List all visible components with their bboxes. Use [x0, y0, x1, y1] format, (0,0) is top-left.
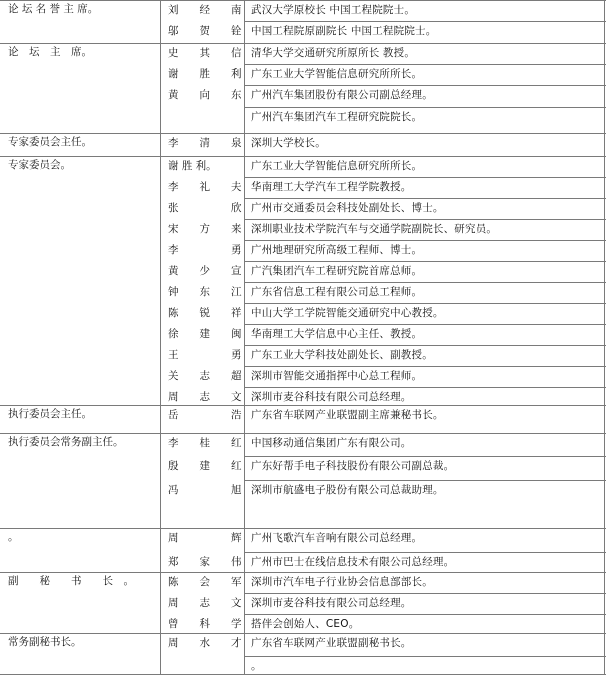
member-name: 周 辉: [168, 532, 242, 544]
h-rule: [0, 0, 606, 1]
member-position: 清华大学交通研究所原所长 教授。: [251, 47, 416, 59]
h-rule: [244, 177, 606, 178]
h-rule: [244, 85, 606, 86]
v-rule: [604, 0, 605, 675]
member-position: 深圳大学校长。: [251, 137, 326, 149]
h-rule: [244, 387, 606, 388]
section-role: 常务副秘书长。: [8, 636, 82, 648]
h-rule: [244, 303, 606, 304]
member-name: 王 勇: [168, 349, 242, 361]
member-name: 陈 会 军: [168, 576, 242, 588]
member-position: 华南理工大学信息中心主任、教授。: [251, 328, 423, 340]
h-rule: [244, 345, 606, 346]
member-name: 钟 东 江: [168, 286, 242, 298]
member-position: 。: [251, 660, 262, 672]
h-rule: [244, 480, 606, 481]
h-rule: [244, 64, 606, 65]
member-position: 广州市交通委员会科技处副处长、博士。: [251, 202, 444, 214]
h-rule: [244, 107, 606, 108]
member-name: 李 清 泉: [168, 137, 242, 149]
member-position: 广东工业大学智能信息研究所所长。: [251, 160, 423, 172]
member-position: 深圳市汽车电子行业协会信息部部长。: [251, 576, 433, 588]
member-position: 广东工业大学科技处副处长、副教授。: [251, 349, 433, 361]
h-rule: [244, 261, 606, 262]
h-rule: [0, 156, 606, 157]
member-position: 中山大学工学院智能交通研究中心教授。: [251, 307, 444, 319]
section-role: 执行委员会主任。: [8, 408, 92, 420]
member-name: 周 水 才: [168, 637, 242, 649]
member-name: 李 勇: [168, 244, 242, 256]
h-rule: [244, 614, 606, 615]
member-position: 广州汽车集团股份有限公司副总经理。: [251, 89, 433, 101]
member-position: 广汽集团汽车工程研究院首席总师。: [251, 265, 423, 277]
h-rule: [0, 433, 606, 434]
h-rule: [244, 240, 606, 241]
member-name: 张 欣: [168, 202, 242, 214]
member-position: 中国移动通信集团广东有限公司。: [251, 437, 412, 449]
h-rule: [244, 656, 606, 657]
member-position: 武汉大学原校长 中国工程院院士。: [251, 4, 416, 16]
h-rule: [0, 133, 606, 134]
h-rule: [244, 282, 606, 283]
member-position: 广州市巴士在线信息技术有限公司总经理。: [251, 556, 455, 568]
member-position: 深圳市麦谷科技有限公司总经理。: [251, 391, 412, 403]
member-name: 邬 贺 铨: [168, 25, 242, 37]
member-position: 广东工业大学智能信息研究所所长。: [251, 68, 423, 80]
h-rule: [244, 366, 606, 367]
member-name: 宋 方 来: [168, 223, 242, 235]
v-rule: [160, 0, 161, 675]
section-role: 论 坛 名 誉 主 席。: [8, 3, 99, 15]
section-role: 执行委员会常务副主任。: [8, 436, 124, 448]
member-position: 深圳市麦谷科技有限公司总经理。: [251, 597, 412, 609]
h-rule: [244, 593, 606, 594]
member-position: 华南理工大学汽车工程学院教授。: [251, 181, 412, 193]
h-rule: [244, 324, 606, 325]
h-rule: [0, 43, 606, 44]
member-name: 曾 科 学: [168, 618, 242, 630]
member-name: 黄 少 宣: [168, 265, 242, 277]
section-role: 专家委员会主任。: [8, 136, 92, 148]
section-role: 专家委员会。: [8, 159, 71, 171]
member-name: 刘 经 南: [168, 4, 242, 16]
h-rule: [0, 572, 606, 573]
h-rule: [244, 219, 606, 220]
v-rule: [244, 0, 245, 675]
section-role: 。: [8, 531, 19, 543]
member-position: 广州汽车集团汽车工程研究院院长。: [251, 111, 423, 123]
member-position: 广州地理研究所高级工程师、博士。: [251, 244, 423, 256]
member-name: 陈 锐 祥: [168, 307, 242, 319]
member-position: 广东省信息工程有限公司总工程师。: [251, 286, 423, 298]
member-position: 中国工程院原副院长 中国工程院院士。: [251, 25, 437, 37]
member-position: 广州飞歌汽车音响有限公司总经理。: [251, 532, 423, 544]
member-position: 广东省车联网产业联盟副秘书长。: [251, 637, 412, 649]
h-rule: [244, 21, 606, 22]
member-name: 郑 家 伟: [168, 556, 242, 568]
h-rule: [244, 198, 606, 199]
member-name: 谢 胜 利: [168, 68, 242, 80]
member-name: 谢 胜 利。: [168, 160, 217, 172]
section-role: 副 秘 书 长 。: [8, 575, 134, 587]
member-position: 深圳职业技术学院汽车与交通学院副院长、研究员。: [251, 223, 498, 235]
member-name: 史 其 信: [168, 47, 242, 59]
member-name: 周 志 文: [168, 597, 242, 609]
member-position: 深圳市航盛电子股份有限公司总裁助理。: [251, 484, 444, 496]
h-rule: [244, 456, 606, 457]
member-name: 殷 建 红: [168, 460, 242, 472]
member-position: 深圳市智能交通指挥中心总工程师。: [251, 370, 423, 382]
member-name: 李 桂 红: [168, 437, 242, 449]
member-name: 徐 建 闽: [168, 328, 242, 340]
member-name: 岳 浩: [168, 409, 242, 421]
member-name: 李 礼 夫: [168, 181, 242, 193]
member-position: 搭伴会创始人、CEO。: [251, 618, 360, 630]
h-rule: [0, 633, 606, 634]
member-position: 广东好帮手电子科技股份有限公司副总裁。: [251, 460, 455, 472]
h-rule: [0, 405, 606, 406]
h-rule: [0, 528, 606, 529]
section-role: 论 坛 主 席。: [8, 46, 92, 58]
h-rule: [244, 552, 606, 553]
member-position: 广东省车联网产业联盟副主席兼秘书长。: [251, 409, 444, 421]
member-name: 黄 向 东: [168, 89, 242, 101]
member-name: 冯 旭: [168, 484, 242, 496]
member-name: 关 志 超: [168, 370, 242, 382]
member-name: 周 志 文: [168, 391, 242, 403]
